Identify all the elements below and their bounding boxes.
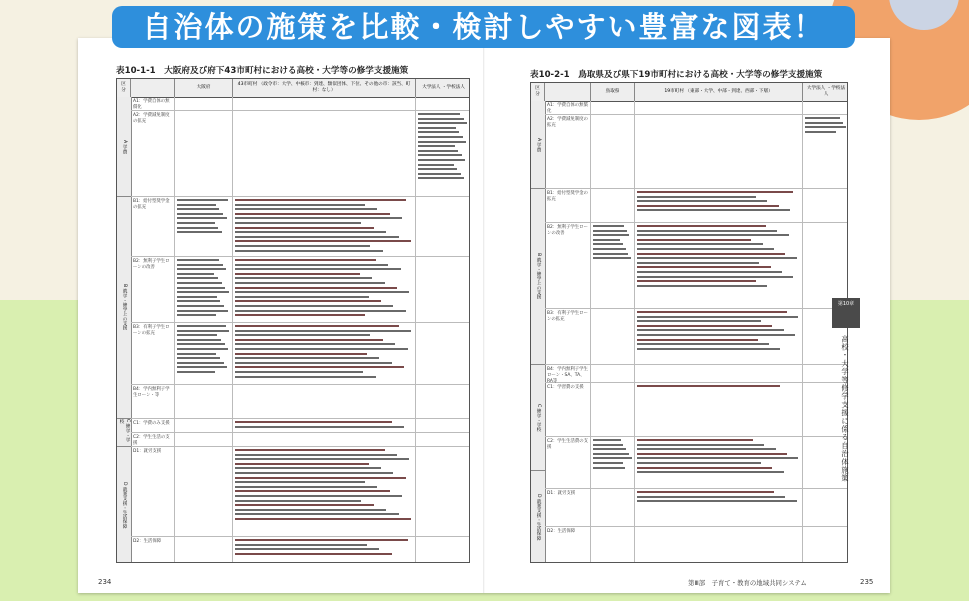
row-label: D2：生活保障 xyxy=(131,537,175,563)
text-line xyxy=(177,353,216,355)
text-line xyxy=(637,348,780,350)
row-label: C1：学費のみ支援 xyxy=(131,419,175,432)
text-line xyxy=(235,250,383,252)
table-cell xyxy=(233,419,416,432)
text-line xyxy=(177,362,224,364)
table-cell xyxy=(591,437,635,488)
table-cell xyxy=(635,489,803,526)
text-line xyxy=(637,271,782,273)
text-line xyxy=(637,311,787,313)
left-table-title: 表10-1-1 大阪府及び府下43市町村における高校・大学等の修学支援施策 xyxy=(116,66,409,76)
text-line xyxy=(235,268,401,270)
section-d: D 就業支援・生活保障 xyxy=(536,494,541,541)
text-line xyxy=(177,213,223,215)
text-line xyxy=(637,253,785,255)
text-line xyxy=(637,200,767,202)
text-line xyxy=(235,259,376,261)
footer-text: 第Ⅲ部 子育て・教育の地域共同システム xyxy=(688,579,807,587)
text-line xyxy=(637,285,767,287)
table-cell xyxy=(803,527,848,563)
table-row xyxy=(545,223,848,309)
text-line xyxy=(235,204,365,206)
table-cell xyxy=(591,383,635,436)
table-cell xyxy=(233,537,416,563)
text-line xyxy=(177,199,228,201)
table-row xyxy=(545,101,848,115)
text-line xyxy=(235,504,374,506)
table-cell xyxy=(233,433,416,446)
header-univ: 大学法人 ・学校法人 xyxy=(422,85,465,91)
table-cell xyxy=(233,197,416,256)
header-section: 区分 xyxy=(117,79,131,97)
text-line xyxy=(805,126,846,128)
table-cell xyxy=(591,309,635,364)
text-line xyxy=(637,230,777,232)
table-cell xyxy=(416,111,470,196)
text-line xyxy=(418,154,462,156)
text-line xyxy=(805,131,836,133)
text-line xyxy=(637,320,761,322)
text-line xyxy=(637,248,774,250)
text-line xyxy=(177,277,218,279)
text-line xyxy=(593,444,623,446)
table-cell xyxy=(175,385,233,418)
text-line xyxy=(637,257,797,259)
table-cell xyxy=(175,447,233,536)
text-line xyxy=(235,325,399,327)
left-policy-table xyxy=(116,78,470,563)
table-row xyxy=(545,489,848,527)
text-line xyxy=(593,243,623,245)
right-policy-table xyxy=(530,82,848,563)
text-line xyxy=(235,240,411,242)
chapter-side-title: 高校・大学等修学支援に係る自治体施策 xyxy=(841,335,850,483)
table-row xyxy=(545,365,848,383)
table-row xyxy=(545,437,848,489)
text-line xyxy=(235,300,381,302)
table-cell xyxy=(175,97,233,110)
header-prefecture: 大阪府 xyxy=(175,79,233,97)
table-cell xyxy=(175,419,233,432)
text-line xyxy=(637,239,751,241)
text-line xyxy=(593,257,631,259)
table-row xyxy=(545,115,848,189)
table-header xyxy=(531,83,848,102)
text-line xyxy=(235,458,409,460)
text-line xyxy=(637,191,793,193)
text-line xyxy=(235,366,404,368)
text-line xyxy=(637,196,756,198)
text-line xyxy=(805,117,840,119)
text-line xyxy=(235,486,377,488)
text-line xyxy=(177,273,214,275)
row-label: D1：就労支援 xyxy=(545,489,591,526)
table-row xyxy=(131,97,470,111)
text-line xyxy=(177,330,229,332)
table-cell xyxy=(635,101,803,114)
row-label: C2：学生生活の支援 xyxy=(131,433,175,446)
table-row xyxy=(131,419,470,433)
text-line xyxy=(235,376,376,378)
table-cell xyxy=(635,365,803,382)
section-column xyxy=(531,101,546,562)
promo-banner: 自治体の施策を比較・検討しやすい豊富な図表！ xyxy=(112,6,855,48)
text-line xyxy=(235,539,408,541)
text-line xyxy=(235,231,386,233)
text-line xyxy=(177,296,217,298)
text-line xyxy=(177,204,216,206)
text-line xyxy=(177,231,222,233)
table-row xyxy=(131,537,470,563)
row-label: A1：学費自体の無償化 xyxy=(545,101,591,114)
table-cell xyxy=(635,189,803,222)
text-line xyxy=(235,454,397,456)
text-line xyxy=(593,467,625,469)
section-c: C 修学・学校 xyxy=(117,419,131,447)
row-label: A1：学費自体の無償化 xyxy=(131,97,175,110)
text-line xyxy=(593,225,624,227)
text-line xyxy=(235,357,379,359)
text-line xyxy=(177,227,218,229)
text-line xyxy=(418,168,457,170)
table-cell xyxy=(416,197,470,256)
text-line xyxy=(235,490,390,492)
text-line xyxy=(593,453,629,455)
text-line xyxy=(235,472,393,474)
text-line xyxy=(235,213,390,215)
text-line xyxy=(593,239,620,241)
chapter-tab: 第10章 xyxy=(832,298,860,328)
text-line xyxy=(418,159,465,161)
text-line xyxy=(235,227,374,229)
text-line xyxy=(235,362,392,364)
text-line xyxy=(593,230,627,232)
text-line xyxy=(235,217,402,219)
text-line xyxy=(235,277,372,279)
row-label: B4：学内無利子学生ローン・等 xyxy=(131,385,175,418)
text-line xyxy=(637,500,797,502)
text-line xyxy=(637,280,756,282)
text-line xyxy=(418,177,464,179)
row-label: B1：給付型奨学金の拡充 xyxy=(545,189,591,222)
header-row-label xyxy=(545,83,591,101)
text-line xyxy=(637,462,761,464)
text-line xyxy=(177,291,229,293)
header-municipalities: 43市町村 （政令市：大学、中核市：到達、類似団体、下位、その他の市：該当、町村：なし） xyxy=(233,79,416,97)
header-municipalities: 19市町村 （東部・大学、中部・到達、西部・下層） xyxy=(635,83,803,101)
section-a: A 学費 xyxy=(531,101,545,189)
text-line xyxy=(593,253,628,255)
text-line xyxy=(177,334,217,336)
text-line xyxy=(235,477,406,479)
text-line xyxy=(177,310,228,312)
row-label: B2：無利子学生ローンの改善 xyxy=(131,257,175,322)
table-cell xyxy=(416,537,470,563)
text-line xyxy=(235,314,365,316)
text-line xyxy=(235,353,367,355)
section-c: C 修学・学校 xyxy=(531,365,545,471)
text-line xyxy=(235,481,365,483)
text-line xyxy=(235,330,411,332)
text-line xyxy=(177,287,225,289)
text-line xyxy=(637,439,753,441)
text-line xyxy=(637,457,798,459)
text-line xyxy=(235,208,377,210)
text-line xyxy=(418,136,463,138)
text-line xyxy=(637,262,759,264)
header-univ: 大学法人 ・学校法人 xyxy=(806,86,846,97)
row-label: D2：生活保障 xyxy=(545,527,591,563)
text-line xyxy=(593,462,623,464)
text-line xyxy=(235,296,369,298)
text-line xyxy=(418,141,466,143)
text-line xyxy=(637,209,790,211)
text-line xyxy=(235,371,363,373)
text-line xyxy=(235,348,408,350)
table-row xyxy=(545,527,848,563)
header-prefecture: 鳥取県 xyxy=(591,83,635,101)
text-line xyxy=(177,314,216,316)
text-line xyxy=(235,291,409,293)
table-cell xyxy=(175,323,233,384)
text-line xyxy=(235,245,370,247)
table-cell xyxy=(803,489,848,526)
text-line xyxy=(418,118,464,120)
text-line xyxy=(235,548,379,550)
table-row xyxy=(131,447,470,537)
table-cell xyxy=(233,257,416,322)
text-line xyxy=(418,127,456,129)
text-line xyxy=(177,264,223,266)
table-cell xyxy=(803,115,848,188)
row-label: B1：給付型奨学金の拡充 xyxy=(131,197,175,256)
table-cell xyxy=(803,189,848,222)
table-cell xyxy=(591,489,635,526)
text-line xyxy=(418,122,467,124)
table-row xyxy=(545,383,848,437)
page-gutter xyxy=(483,38,485,593)
table-cell xyxy=(635,437,803,488)
text-line xyxy=(235,500,361,502)
table-cell xyxy=(635,309,803,364)
text-line xyxy=(418,131,459,133)
row-label: D1：就労支援 xyxy=(131,447,175,536)
text-line xyxy=(418,173,461,175)
table-row xyxy=(131,257,470,323)
text-line xyxy=(177,268,226,270)
table-row xyxy=(131,323,470,385)
table-cell xyxy=(233,385,416,418)
table-cell xyxy=(591,101,635,114)
row-label: C2：学生生活費の支援 xyxy=(545,437,591,488)
text-line xyxy=(637,243,763,245)
table-cell xyxy=(416,433,470,446)
text-line xyxy=(593,248,626,250)
text-line xyxy=(235,287,397,289)
text-line xyxy=(235,509,386,511)
text-line xyxy=(177,366,227,368)
table-cell xyxy=(591,189,635,222)
text-line xyxy=(637,471,784,473)
table-cell xyxy=(635,223,803,308)
text-line xyxy=(235,343,395,345)
text-line xyxy=(637,276,793,278)
text-line xyxy=(235,449,385,451)
text-line xyxy=(235,513,399,515)
section-a: A 学費 xyxy=(117,97,131,197)
text-line xyxy=(637,334,795,336)
text-line xyxy=(235,310,406,312)
text-line xyxy=(637,448,776,450)
text-line xyxy=(637,266,771,268)
text-line xyxy=(637,467,772,469)
text-line xyxy=(593,448,626,450)
table-cell xyxy=(416,257,470,322)
text-line xyxy=(637,205,779,207)
text-line xyxy=(593,457,632,459)
table-cell xyxy=(591,223,635,308)
table-cell xyxy=(416,385,470,418)
table-cell xyxy=(416,323,470,384)
text-line xyxy=(235,222,361,224)
row-label: B4：学内無利子学生ローン・SA、TA、RA等 xyxy=(545,365,591,382)
text-line xyxy=(593,234,629,236)
table-cell xyxy=(233,97,416,110)
text-line xyxy=(235,334,370,336)
text-line xyxy=(805,122,843,124)
table-cell xyxy=(591,527,635,563)
table-cell xyxy=(803,223,848,308)
text-line xyxy=(235,518,411,520)
left-page-number: 234 xyxy=(98,578,112,586)
text-line xyxy=(177,343,225,345)
table-cell xyxy=(803,101,848,114)
table-row xyxy=(545,189,848,223)
text-line xyxy=(235,236,399,238)
text-line xyxy=(637,325,772,327)
table-cell xyxy=(175,257,233,322)
text-line xyxy=(235,495,402,497)
text-line xyxy=(418,113,460,115)
row-label: A2：学費減免制度の拡充 xyxy=(131,111,175,196)
text-line xyxy=(637,491,774,493)
section-d: D 就業支援・生活保障 xyxy=(122,482,127,529)
table-cell xyxy=(175,537,233,563)
text-line xyxy=(235,421,392,423)
table-cell xyxy=(635,383,803,436)
text-line xyxy=(637,444,764,446)
table-cell xyxy=(635,115,803,188)
text-line xyxy=(177,282,222,284)
text-line xyxy=(177,300,220,302)
text-line xyxy=(177,357,220,359)
table-cell xyxy=(591,365,635,382)
book-spread xyxy=(78,38,890,593)
table-cell xyxy=(233,323,416,384)
row-label: B3：有利子学生ローンの拡充 xyxy=(545,309,591,364)
table-cell xyxy=(416,447,470,536)
table-row xyxy=(131,111,470,197)
table-cell xyxy=(175,111,233,196)
header-section: 区分 xyxy=(531,83,545,101)
text-line xyxy=(637,316,798,318)
text-line xyxy=(235,553,392,555)
text-line xyxy=(235,339,383,341)
text-line xyxy=(177,339,221,341)
text-line xyxy=(235,264,388,266)
table-cell xyxy=(175,197,233,256)
table-cell xyxy=(175,433,233,446)
text-line xyxy=(235,426,404,428)
table-row xyxy=(131,433,470,447)
text-line xyxy=(593,439,621,441)
text-line xyxy=(177,259,219,261)
row-label: B2：無利子学生ローンの改善 xyxy=(545,223,591,308)
section-b: B 就学・修学上の支援 xyxy=(117,197,131,419)
table-cell xyxy=(416,419,470,432)
table-cell xyxy=(416,97,470,110)
table-row xyxy=(545,309,848,365)
right-page-number: 235 xyxy=(860,578,874,586)
table-cell xyxy=(591,115,635,188)
table-cell xyxy=(635,527,803,563)
table-cell xyxy=(233,447,416,536)
row-label: C1：学習費の支援 xyxy=(545,383,591,436)
text-line xyxy=(177,305,224,307)
text-line xyxy=(177,325,226,327)
text-line xyxy=(637,385,780,387)
section-b: B 就学・修学上の支援 xyxy=(531,189,545,365)
right-table-title: 表10-2-1 鳥取県及び県下19市町村における高校・大学等の修学支援施策 xyxy=(530,70,823,80)
table-header xyxy=(117,79,470,98)
text-line xyxy=(235,544,367,546)
text-line xyxy=(177,348,228,350)
text-line xyxy=(235,273,360,275)
text-line xyxy=(418,150,458,152)
text-line xyxy=(235,305,393,307)
table-row xyxy=(131,385,470,419)
text-line xyxy=(177,217,227,219)
text-line xyxy=(418,164,454,166)
section-column xyxy=(117,97,132,562)
text-line xyxy=(637,234,789,236)
row-label: B3：有利子学生ローンの拡充 xyxy=(131,323,175,384)
header-row-label xyxy=(131,79,175,97)
table-row xyxy=(131,197,470,257)
row-label: A2：学費減免制度の拡充 xyxy=(545,115,591,188)
text-line xyxy=(235,282,385,284)
table-cell xyxy=(233,111,416,196)
text-line xyxy=(637,329,784,331)
text-line xyxy=(637,225,766,227)
text-line xyxy=(235,199,406,201)
text-line xyxy=(177,208,219,210)
text-line xyxy=(177,222,215,224)
text-line xyxy=(637,453,787,455)
text-line xyxy=(637,496,785,498)
text-line xyxy=(235,467,381,469)
text-line xyxy=(177,371,215,373)
text-line xyxy=(637,339,758,341)
text-line xyxy=(235,463,369,465)
text-line xyxy=(637,343,769,345)
text-line xyxy=(418,145,455,147)
